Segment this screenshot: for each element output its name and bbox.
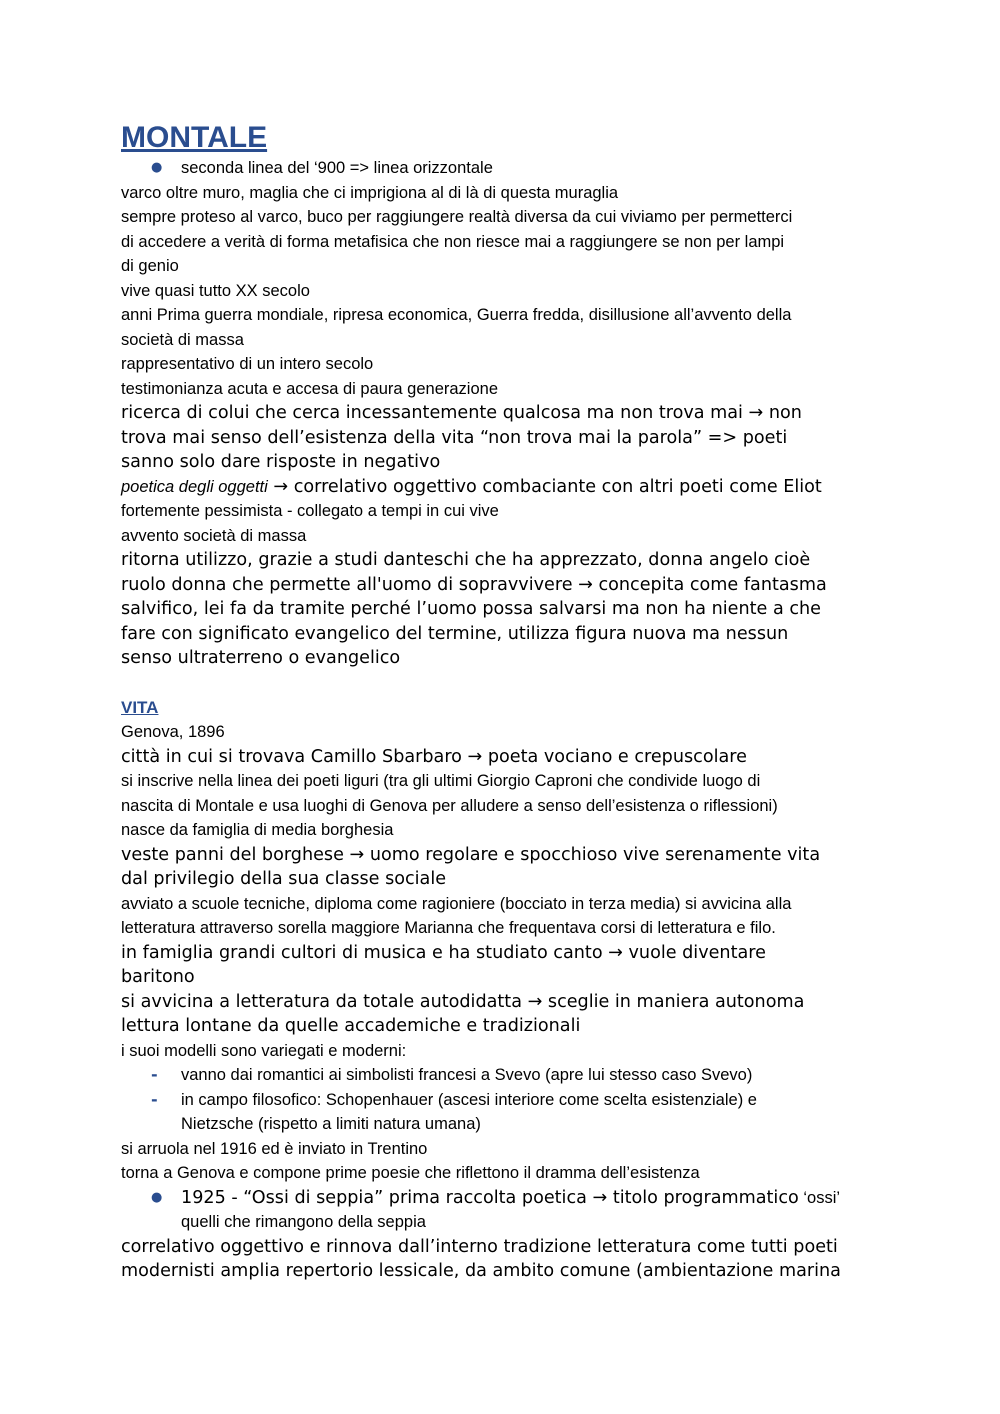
text-line: anni Prima guerra mondiale, ripresa economica, Guerra fredda, disillusione all’avvento della [121, 306, 792, 324]
text-line: i suoi modelli sono variegati e moderni: [121, 1041, 407, 1060]
text-line: modernisti amplia repertorio lessicale, da ambito comune (ambientazione marina [121, 1261, 841, 1281]
section-heading: VITA [121, 698, 159, 717]
document-page [121, 120, 891, 1284]
text-line: di accedere a verità di forma metafisica che non riesce mai a raggiungere se non per lampi [121, 232, 785, 251]
bullet-text: 1925 - “Ossi di seppia” prima raccolta poetica → titolo programmatico [181, 1187, 799, 1208]
list-item-text: Nietzsche (rispetto a limiti natura umana) [181, 1115, 481, 1133]
list-item-continuation [121, 1112, 891, 1137]
text-line: città in cui si trovava Camillo Sbarbaro → poeta vociano e crepuscolare [121, 746, 747, 767]
text-line: salvifico, lei fa da tramite perché l’uomo possa salvarsi ma non ha niente a che [121, 599, 821, 619]
text-line: trova mai senso dell’esistenza della vita “non trova mai la parola” => poeti [121, 427, 788, 448]
text-line: testimonianza acuta e accesa di paura generazione [121, 379, 498, 398]
text-line: baritono [121, 967, 195, 987]
text-line: sempre proteso al varco, buco per raggiungere realtà diversa da cui viviamo per permetterci [121, 208, 793, 226]
text-line: fare con significato evangelico del termine, utilizza figura nuova ma nessun [121, 623, 789, 644]
text-line: nascita di Montale e usa luoghi di Genova per alludere a senso dell’esistenza o riflessioni) [121, 796, 778, 815]
dash-icon: - [151, 1089, 158, 1109]
text-line: avvento società di massa [121, 526, 307, 545]
text-line: lettura lontane da quelle accademiche e tradizionali [121, 1016, 581, 1036]
text-span: → correlativo oggettivo combaciante con altri poeti come Eliot [267, 476, 822, 497]
text-line: rappresentativo di un intero secolo [121, 355, 374, 373]
text-line: correlativo oggettivo e rinnova dall’interno tradizione letteratura come tutti poeti [121, 1236, 838, 1257]
text-line: si arruola nel 1916 ed è inviato in Trentino [121, 1139, 428, 1158]
list-item [121, 1063, 891, 1088]
text-line: vive quasi tutto XX secolo [121, 281, 310, 300]
list-item [121, 156, 891, 181]
list-item [121, 1186, 891, 1211]
bullet-icon: ● [151, 1189, 163, 1205]
text-line: letteratura attraverso sorella maggiore Marianna che frequentava corsi di letteratura e filo. [121, 919, 776, 937]
text-line: si inscrive nella linea dei poeti liguri (tra gli ultimi Giorgio Caproni che condivide luogo di [121, 772, 761, 790]
bullet-icon: ● [151, 160, 163, 175]
text-line: ricerca di colui che cerca incessantemente qualcosa ma non trova mai → non [121, 403, 802, 423]
text-line: senso ultraterreno o evangelico [121, 648, 401, 668]
text-line: Genova, 1896 [121, 723, 225, 741]
list-item [121, 1088, 891, 1113]
text-span: ‘ossi’ [798, 1188, 841, 1207]
list-item-continuation [121, 1210, 891, 1235]
text-line: varco oltre muro, maglia che ci imprigiona al di là di questa muraglia [121, 183, 619, 202]
text-line: torna a Genova e compone prime poesie che riflettono il dramma dell’esistenza [121, 1164, 700, 1182]
list-item-text: quelli che rimangono della seppia [181, 1213, 426, 1231]
text-line: avviato a scuole tecniche, diploma come ragioniere (bocciato in terza media) si avvicina alla [121, 894, 792, 913]
list-item-text: vanno dai romantici ai simbolisti francesi a Svevo (apre lui stesso caso Svevo) [181, 1066, 753, 1084]
text-line: dal privilegio della sua classe sociale [121, 869, 447, 889]
text-line: di genio [121, 257, 179, 275]
text-line: sanno solo dare risposte in negativo [121, 452, 441, 472]
text-line: in famiglia grandi cultori di musica e ha studiato canto → vuole diventare [121, 942, 766, 963]
list-item-text: in campo filosofico: Schopenhauer (ascesi interiore come scelta esistenziale) e [181, 1090, 757, 1109]
text-line: fortemente pessimista - collegato a tempi in cui vive [121, 502, 499, 520]
spacer [121, 671, 891, 696]
text-line: si avvicina a letteratura da totale autodidatta → sceglie in maniera autonoma [121, 991, 805, 1012]
text-line: società di massa [121, 330, 244, 349]
bullet-text: seconda linea del ‘900 => linea orizzontale [181, 159, 493, 177]
italic-term: poetica degli oggetti [121, 477, 268, 496]
text-line: nasce da famiglia di media borghesia [121, 821, 394, 839]
text-line: veste panni del borghese → uomo regolare e spocchioso vive serenamente vita [121, 844, 821, 865]
text-line [121, 475, 891, 500]
dash-icon: - [151, 1065, 158, 1084]
text-line: ruolo donna che permette all'uomo di sopravvivere → concepita come fantasma [121, 574, 827, 595]
text-line: ritorna utilizzo, grazie a studi danteschi che ha apprezzato, donna angelo cioè [121, 550, 811, 570]
page-title: MONTALE [121, 121, 268, 154]
